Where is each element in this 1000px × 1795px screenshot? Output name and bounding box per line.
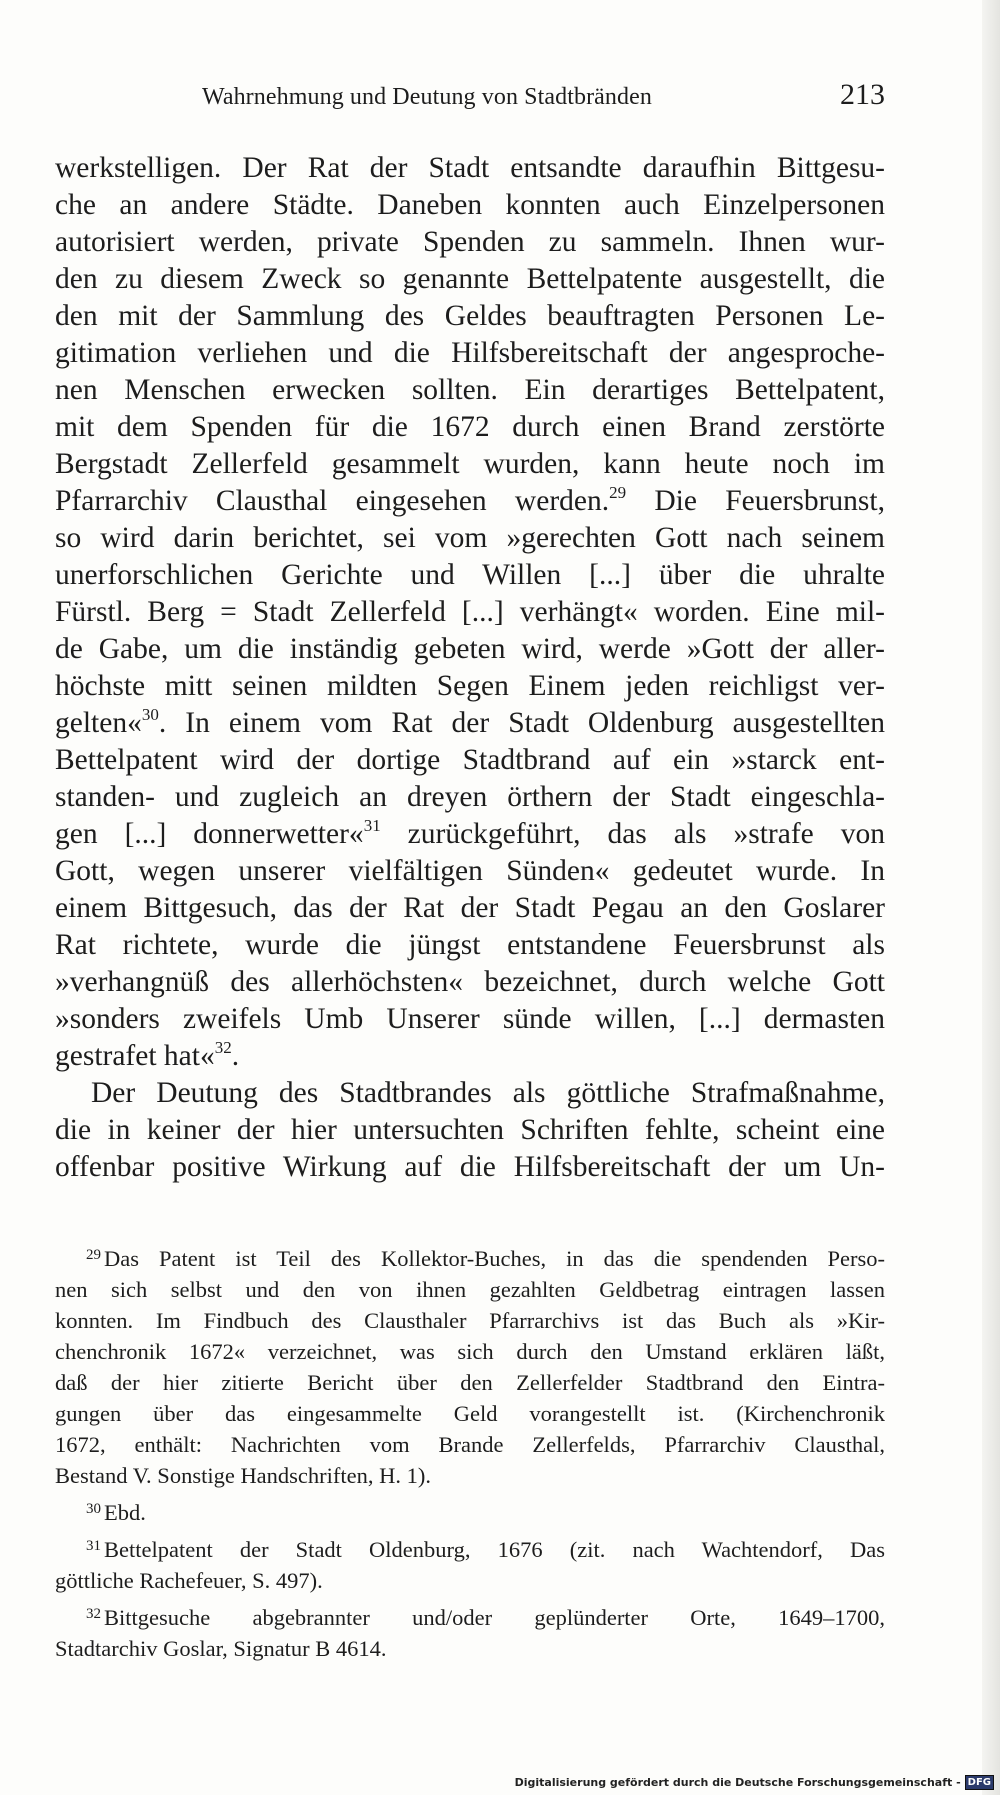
text-line: den mit der Sammlung des Geldes beauftragten Personen Le-	[55, 300, 885, 332]
text-line: Fürstl. Berg = Stadt Zellerfeld [...] verhängt« worden. Eine mil-	[55, 596, 885, 628]
footnote-number: 32	[86, 1606, 101, 1622]
text-line: höchste mitt seinen mildten Segen Einem jeden reichligst ver-	[55, 670, 885, 702]
text-line: so wird darin berichtet, sei vom »gerechten Gott nach seinem	[55, 522, 885, 554]
dfg-logo: DFG	[965, 1775, 994, 1790]
page-number: 213	[840, 78, 885, 111]
text-line: »sonders zweifels Umb Unserer sünde willen, [...] dermasten	[55, 1003, 885, 1035]
text-line: nen Menschen erwecken sollten. Ein derartiges Bettelpatent,	[55, 374, 885, 406]
credit-text: Digitalisierung gefördert durch die Deutsche Forschungsgemeinschaft -	[514, 1776, 961, 1789]
footnote-line: göttliche Rachefeuer, S. 497).	[55, 1568, 323, 1593]
footnote-line	[55, 1243, 885, 1274]
text-line: werkstelligen. Der Rat der Stadt entsandte daraufhin Bittgesu-	[55, 152, 885, 184]
footnote-number: 30	[86, 1501, 101, 1517]
footnote-line: chenchronik 1672« verzeichnet, was sich durch den Umstand erklären läßt,	[55, 1339, 885, 1364]
text-segment: gelten«	[55, 707, 142, 739]
footnote-29	[55, 1243, 885, 1491]
footnote-line	[55, 1602, 885, 1633]
digitization-credit	[515, 1775, 994, 1790]
footnote-text: Bettelpatent der Stadt Oldenburg, 1676 (zit. nach Wachtendorf, Das	[104, 1537, 885, 1562]
text-segment: . In einem vom Rat der Stadt Oldenburg ausgestellten	[158, 707, 885, 739]
footnote-ref-29[interactable]: 29	[609, 483, 627, 502]
main-text	[55, 150, 885, 1186]
footnote-line	[55, 1534, 885, 1565]
text-segment: Die Feuersbrunst,	[626, 485, 885, 517]
text-line: die in keiner der hier untersuchten Schriften fehlte, scheint eine	[55, 1114, 885, 1146]
text-line: den zu diesem Zweck so genannte Bettelpatente ausgestellt, die	[55, 263, 885, 295]
footnote-line	[55, 1497, 885, 1528]
text-line: mit dem Spenden für die 1672 durch einen Brand zerstörte	[55, 411, 885, 443]
footnote-line: nen sich selbst und den von ihnen gezahlten Geldbetrag eintragen lassen	[55, 1277, 885, 1302]
footnote-text: Bittgesuche abgebrannter und/oder geplünderter Orte, 1649–1700,	[104, 1605, 885, 1630]
text-line: autorisiert werden, private Spenden zu sammeln. Ihnen wur-	[55, 226, 885, 258]
text-segment: zurückgeführt, das als »strafe von	[380, 818, 885, 850]
text-line	[55, 705, 885, 742]
page-edge-shadow	[982, 0, 1000, 1795]
footnote-30	[55, 1497, 885, 1528]
text-segment: Pfarrarchiv Clausthal eingesehen werden.	[55, 485, 610, 517]
footnote-line: Stadtarchiv Goslar, Signatur B 4614.	[55, 1636, 387, 1661]
footnote-line: Bestand V. Sonstige Handschriften, H. 1).	[55, 1463, 432, 1488]
text-line: Rat richtete, wurde die jüngst entstandene Feuersbrunst als	[55, 929, 885, 961]
text-line: »verhangnüß des allerhöchsten« bezeichnet, durch welche Gott	[55, 966, 885, 998]
footnote-text: Das Patent ist Teil des Kollektor-Buches, in das die spendenden Perso-	[104, 1246, 885, 1271]
text-line: offenbar positive Wirkung auf die Hilfsbereitschaft der um Un-	[55, 1151, 885, 1183]
text-line: de Gabe, um die inständig gebeten wird, werde »Gott der aller-	[55, 633, 885, 665]
text-line: unerforschlichen Gerichte und Willen [...] über die uhralte	[55, 559, 885, 591]
footnote-ref-31[interactable]: 31	[363, 816, 381, 835]
text-line: Der Deutung des Stadtbrandes als göttliche Strafmaßnahme,	[91, 1077, 885, 1109]
footnote-line: gungen über das eingesammelte Geld vorangestellt ist. (Kirchenchronik	[55, 1401, 885, 1426]
text-line	[55, 1038, 885, 1075]
text-line: gitimation verliehen und die Hilfsbereitschaft der angesproche-	[55, 337, 885, 369]
running-head: Wahrnehmung und Deutung von Stadtbränden	[202, 84, 652, 110]
text-line	[55, 816, 885, 853]
text-line: Bergstadt Zellerfeld gesammelt wurden, kann heute noch im	[55, 448, 885, 480]
text-line: standen- und zugleich an dreyen örthern der Stadt eingeschla-	[55, 781, 885, 813]
footnote-line: daß der hier zitierte Bericht über den Zellerfelder Stadtbrand den Eintra-	[55, 1370, 885, 1395]
text-line: che an andere Städte. Daneben konnten auch Einzelpersonen	[55, 189, 885, 221]
footnote-text: Ebd.	[104, 1500, 146, 1525]
footnote-ref-30[interactable]: 30	[141, 705, 159, 724]
footnote-number: 31	[86, 1538, 101, 1554]
footnote-32	[55, 1602, 885, 1664]
text-line: Gott, wegen unserer vielfältigen Sünden« gedeutet wurde. In	[55, 855, 885, 887]
footnote-number: 29	[86, 1247, 101, 1263]
text-line: einem Bittgesuch, das der Rat der Stadt Pegau an den Goslarer	[55, 892, 885, 924]
page-header	[55, 78, 885, 118]
text-line	[55, 483, 885, 520]
footnote-31	[55, 1534, 885, 1596]
text-segment: gestrafet hat«	[55, 1040, 215, 1072]
text-segment: .	[231, 1040, 240, 1072]
footnotes	[55, 1243, 885, 1664]
footnote-line: 1672, enthält: Nachrichten vom Brande Zellerfelds, Pfarrarchiv Clausthal,	[55, 1432, 885, 1457]
footnote-ref-32[interactable]: 32	[214, 1038, 232, 1057]
text-line: Bettelpatent wird der dortige Stadtbrand auf ein »starck ent-	[55, 744, 885, 776]
footnote-line: konnten. Im Findbuch des Clausthaler Pfarrarchivs ist das Buch als »Kir-	[55, 1308, 885, 1333]
text-segment: gen [...] donnerwetter«	[55, 818, 364, 850]
